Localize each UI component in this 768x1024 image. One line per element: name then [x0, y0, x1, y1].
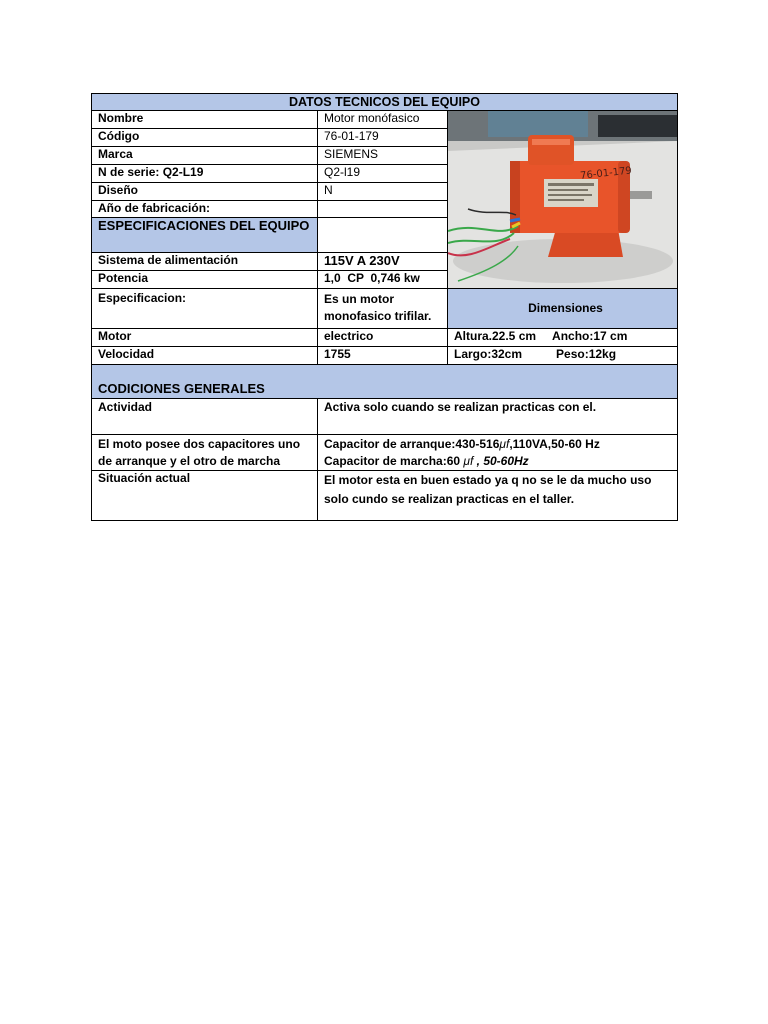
especificaciones-heading: ESPECIFICACIONES DEL EQUIPO — [92, 218, 318, 252]
diseno-value: N — [318, 182, 448, 200]
serie-value: Q2-l19 — [318, 164, 448, 182]
largo-value: Largo:32cm — [454, 347, 523, 361]
cap-arranque-line — [324, 436, 677, 453]
marca-value: SIEMENS — [318, 147, 448, 164]
especificacion-label: Especificacion: — [92, 289, 318, 329]
situacion-value: El motor esta en buen estado ya q no se le da mucho uso solo cundo se realizan practicas en el taller. — [318, 471, 678, 521]
sheet-title: DATOS TECNICOS DEL EQUIPO — [92, 94, 678, 111]
cap-unit-1: μf — [499, 437, 510, 451]
ancho-value: Ancho:17 cm — [552, 329, 628, 343]
codigo-value: 76-01-179 — [318, 129, 448, 147]
equipment-table — [91, 93, 678, 521]
especificacion-value: Es un motor monofasico trifilar. — [318, 289, 448, 329]
codigo-label: Código — [92, 129, 318, 147]
potencia-label: Potencia — [92, 270, 318, 288]
largo-peso — [448, 347, 678, 365]
especificaciones-blank — [318, 218, 448, 252]
cap-arranque-suffix: ,110VA,50-60 Hz — [509, 437, 600, 451]
capacitores-label: El moto posee dos capacitores uno de arranque y el otro de marcha — [92, 435, 318, 471]
diseno-label: Diseño — [92, 182, 318, 200]
actividad-value: Activa solo cuando se realizan practicas con el. — [318, 399, 678, 435]
nombre-label: Nombre — [92, 111, 318, 129]
anio-label: Año de fabricación: — [92, 201, 318, 218]
serie-label: N de serie: Q2-L19 — [92, 164, 318, 182]
cap-marcha-line — [324, 453, 677, 470]
cap-arranque-prefix: Capacitor de arranque:430-516 — [324, 437, 500, 451]
actividad-label: Actividad — [92, 399, 318, 435]
technical-data-sheet — [91, 93, 677, 521]
motor-photo-cell — [448, 111, 678, 289]
cap-unit-2: μf — [463, 454, 474, 468]
situacion-label: Situación actual — [92, 471, 318, 521]
altura-value: Altura.22.5 cm — [454, 329, 537, 343]
cap-marcha-prefix: Capacitor de marcha:60 — [324, 454, 464, 468]
motor-value: electrico — [318, 329, 448, 347]
dimensiones-label: Dimensiones — [448, 289, 678, 329]
condiciones-heading: CODICIONES GENERALES — [92, 365, 678, 399]
anio-value — [318, 201, 448, 218]
peso-value: Peso:12kg — [556, 347, 617, 361]
cap-marcha-suffix: , 50-60Hz — [473, 454, 529, 468]
potencia-value: 1,0 CP 0,746 kw — [318, 270, 448, 288]
motor-label: Motor — [92, 329, 318, 347]
alimentacion-value: 115V A 230V — [318, 252, 448, 270]
marca-label: Marca — [92, 147, 318, 164]
alimentacion-label: Sistema de alimentación — [92, 252, 318, 270]
nombre-value: Motor monófasico — [318, 111, 448, 129]
velocidad-label: Velocidad — [92, 347, 318, 365]
velocidad-value: 1755 — [318, 347, 448, 365]
altura-ancho — [448, 329, 678, 347]
motor-photo — [448, 111, 678, 288]
photo-tag-text: 76-01-179 — [579, 165, 633, 182]
capacitores-value — [318, 435, 678, 471]
